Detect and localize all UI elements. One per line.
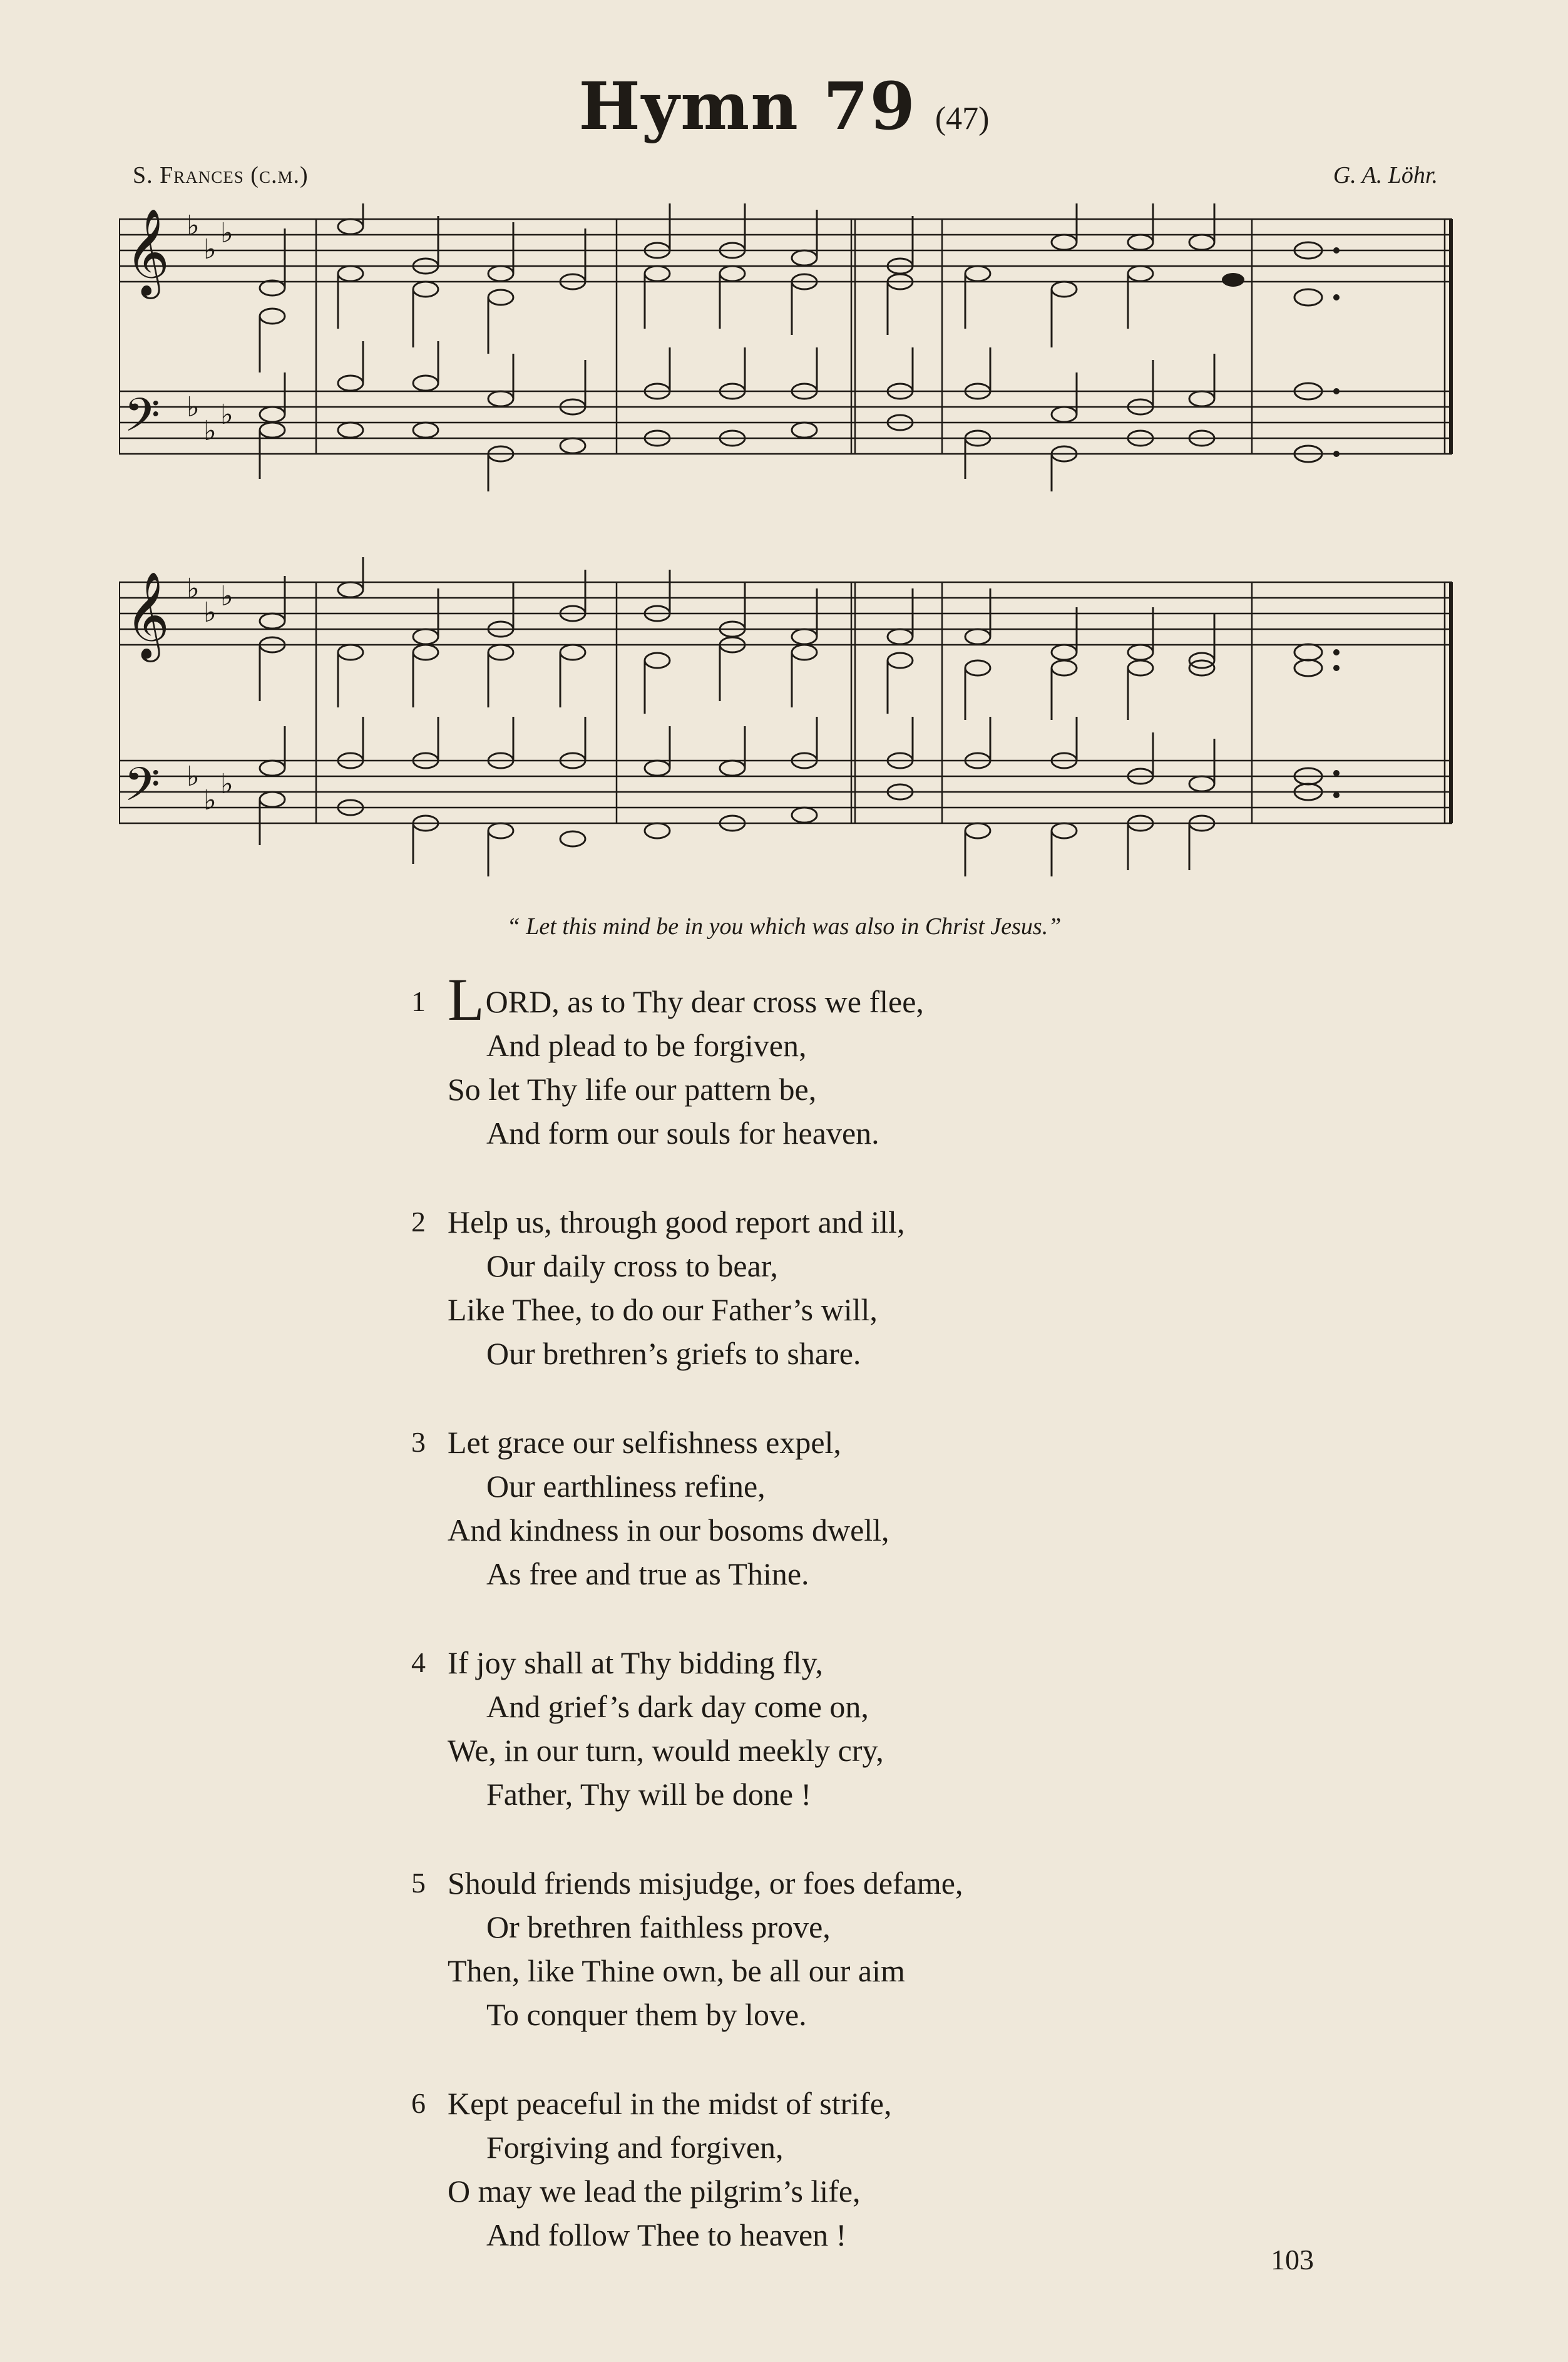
verse-line: So let Thy life our pattern be, (448, 1072, 817, 1107)
composer-name: G. A. Löhr. (1333, 162, 1438, 188)
tune-name: S. Frances (c.m.) (133, 162, 309, 188)
verse-line: As free and true as Thine. (486, 1556, 809, 1591)
verse-line: And grief’s dark day come on, (486, 1689, 869, 1724)
verse-line: And form our souls for heaven. (486, 1116, 879, 1151)
verse-2 (411, 1200, 1386, 1375)
svg-text:♭: ♭ (203, 784, 217, 816)
verse-line: Should friends misjudge, or foes defame, (448, 1866, 963, 1901)
verse-4 (411, 1641, 1386, 1816)
page-number: 103 (1271, 2244, 1314, 2276)
verse-line: Then, like Thine own, be all our aim (448, 1953, 905, 1988)
music-system-1 (119, 203, 1456, 491)
svg-text:♭: ♭ (187, 210, 200, 242)
verse-line: And plead to be forgiven, (486, 1028, 807, 1063)
verse-number: 4 (411, 1646, 426, 1678)
music-score-image-2 (119, 557, 1456, 883)
music-system-2 (119, 557, 1456, 883)
drop-cap: L (448, 966, 484, 1033)
verse-number: 2 (411, 1206, 426, 1238)
verse-number: 3 (411, 1426, 426, 1458)
verse-3 (411, 1420, 1386, 1596)
verse-line: Like Thee, to do our Father’s will, (448, 1292, 878, 1327)
svg-text:♭: ♭ (220, 399, 233, 431)
verse-line: And follow Thee to heaven ! (486, 2217, 847, 2252)
verse-5 (411, 1861, 1386, 2036)
verse-line: Help us, through good report and ill, (448, 1204, 905, 1240)
svg-text:♭: ♭ (220, 580, 233, 612)
verse-line: Father, Thy will be done ! (486, 1777, 812, 1812)
svg-text:♭: ♭ (187, 573, 200, 605)
svg-text:𝄞: 𝄞 (125, 572, 170, 659)
verse-6 (411, 2082, 1386, 2257)
svg-text:♭: ♭ (220, 217, 233, 249)
verse-line: Or brethren faithless prove, (486, 1909, 831, 1944)
svg-text:♭: ♭ (203, 597, 217, 629)
verse-line: Our daily cross to bear, (486, 1248, 778, 1283)
hymn-verses (411, 966, 1386, 2302)
music-score-image-1 (119, 203, 1456, 491)
verse-line: Our brethren’s griefs to share. (486, 1336, 861, 1371)
verse-number: 6 (411, 2087, 426, 2119)
hymn-alt-number: (47) (935, 101, 990, 136)
verse-line: O may we lead the pilgrim’s life, (448, 2174, 861, 2209)
verse-line: To conquer them by love. (486, 1997, 807, 2032)
verse-1 (411, 966, 1386, 1155)
verse-line: Kept peaceful in the midst of strife, (448, 2086, 892, 2121)
svg-text:♭: ♭ (203, 415, 217, 447)
svg-text:𝄢: 𝄢 (124, 388, 160, 454)
svg-text:♭: ♭ (187, 761, 200, 793)
hymn-title-text: Hymn 79 (578, 68, 916, 145)
verse-line: Our earthliness refine, (486, 1469, 766, 1504)
svg-text:♭: ♭ (220, 768, 233, 800)
verse-number: 1 (411, 985, 426, 1017)
verse-line: We, in our turn, would meekly cry, (448, 1733, 884, 1768)
verse-line: Let grace our selfishness expel, (448, 1425, 841, 1460)
svg-text:𝄢: 𝄢 (124, 757, 160, 823)
verse-line: ORD, as to Thy dear cross we flee, (485, 984, 924, 1019)
svg-text:♭: ♭ (203, 234, 217, 265)
svg-text:𝄞: 𝄞 (125, 208, 170, 295)
verse-number: 5 (411, 1867, 426, 1899)
svg-text:♭: ♭ (187, 391, 200, 423)
verse-line: And kindness in our bosoms dwell, (448, 1512, 889, 1548)
epigraph: “ Let this mind be in you which was also in Christ Jesus.” (506, 913, 1062, 940)
verse-line: If joy shall at Thy bidding fly, (448, 1645, 823, 1680)
hymn-title (0, 68, 1568, 145)
verse-line: Forgiving and forgiven, (486, 2130, 784, 2165)
